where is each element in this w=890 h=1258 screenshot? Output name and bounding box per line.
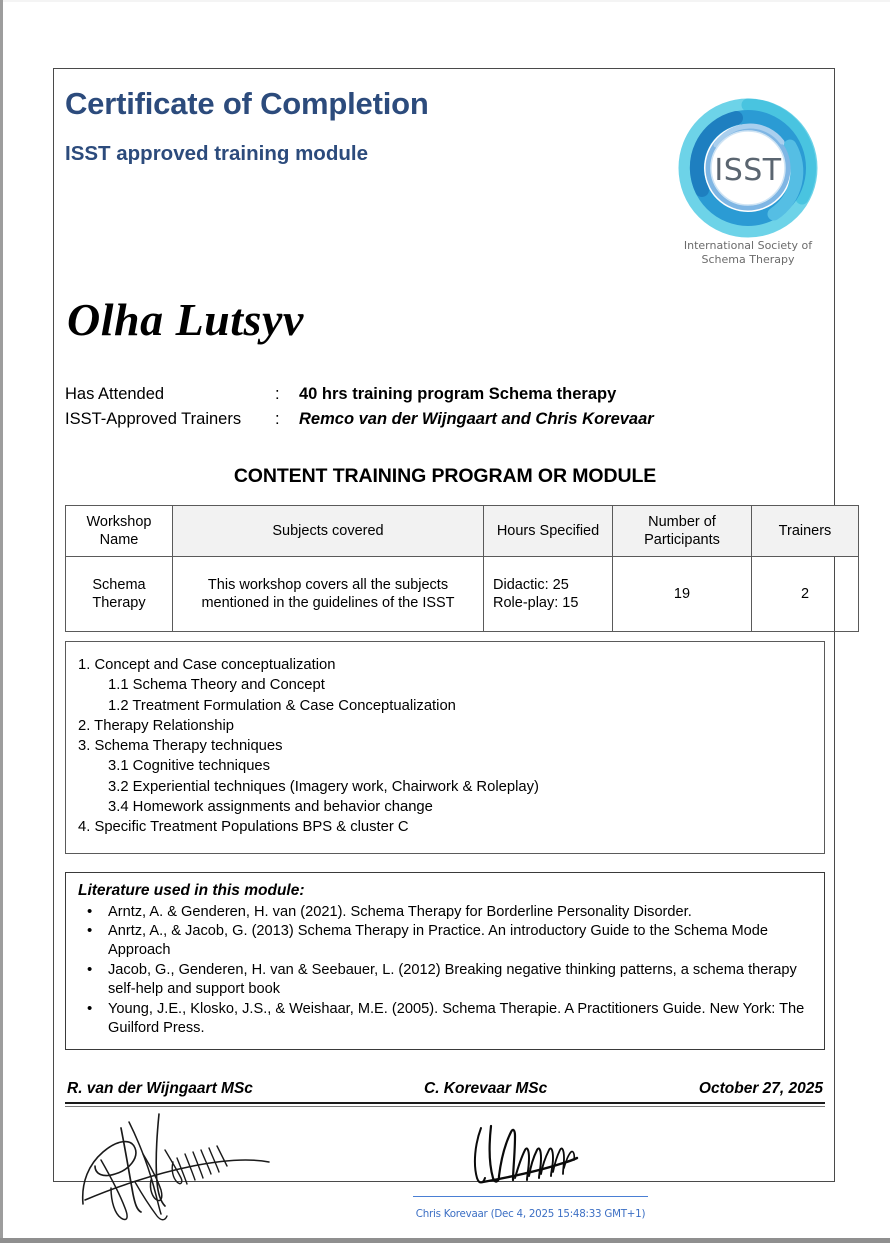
- content-training-table: [65, 505, 859, 632]
- table-row: [66, 557, 859, 632]
- cell-subjects-covered: This workshop covers all the subjects mentioned in the guidelines of the ISST: [173, 557, 484, 632]
- isst-logo-icon: [678, 98, 818, 238]
- page-subtitle: ISST approved training module: [65, 142, 368, 165]
- content-section-heading: CONTENT TRAINING PROGRAM OR MODULE: [233, 465, 657, 487]
- th-hours-specified: Hours Specified: [484, 506, 613, 557]
- recipient-name: Olha Lutsyv: [67, 294, 304, 345]
- table-header-row: [66, 506, 859, 557]
- digital-signature-rule: [413, 1196, 648, 1197]
- digital-signature-caption: Chris Korevaar (Dec 4, 2025 15:48:33 GMT+1): [415, 1207, 646, 1220]
- isst-logo-caption: [668, 239, 828, 266]
- signature-graphics: [65, 1110, 825, 1228]
- detail-value: 40 hrs training program Schema therapy: [299, 385, 617, 403]
- literature-item: • Jacob, G., Genderen, H. van & Seebauer, L. (2012) Breaking negative thinking patterns, a schema therapy self-help and support book: [78, 961, 812, 1000]
- isst-logo-block: [668, 98, 828, 266]
- detail-row-attended: [65, 382, 825, 407]
- detail-row-trainers: [65, 407, 825, 432]
- cell-trainers: 2: [752, 557, 859, 632]
- detail-label: ISST-Approved Trainers: [65, 410, 242, 428]
- curriculum-item: 1. Concept and Case conceptualization: [78, 657, 336, 673]
- cell-hours-didactic: Didactic: 25: [493, 577, 569, 593]
- table-body: [66, 557, 859, 632]
- cell-workshop-name: Schema Therapy: [66, 557, 173, 632]
- detail-label: Has Attended: [65, 385, 165, 403]
- page-edge-top: [0, 0, 890, 2]
- curriculum-item: 3.2 Experiential techniques (Imagery work, Chairwork & Roleplay): [108, 778, 539, 795]
- curriculum-item: 3. Schema Therapy techniques: [78, 738, 283, 755]
- signatory-middle-name: C. Korevaar MSc: [424, 1079, 548, 1097]
- handwritten-signature-korevaar-icon: [465, 1120, 595, 1200]
- logo-caption-line2: Schema Therapy: [701, 252, 795, 266]
- svg-text:ISST: ISST: [714, 153, 782, 188]
- curriculum-item: 2. Therapy Relationship: [78, 717, 235, 734]
- curriculum-item: 1.2 Treatment Formulation & Case Conceptualization: [108, 697, 456, 714]
- handwritten-signature-wijngaart-icon: [73, 1108, 303, 1226]
- logo-caption-line1: International Society of: [683, 239, 813, 252]
- th-number-participants: Number of Participants: [613, 506, 752, 557]
- page-edge-left: [0, 0, 3, 1238]
- certificate-date: October 27, 2025: [698, 1079, 823, 1097]
- signature-divider-rule: [65, 1102, 825, 1104]
- curriculum-item: 3.1 Cognitive techniques: [108, 758, 271, 775]
- signature-names-row: [65, 1080, 825, 1104]
- curriculum-item: 1.1 Schema Theory and Concept: [108, 677, 325, 694]
- detail-colon: :: [275, 385, 280, 403]
- literature-item: • Anrtz, A., & Jacob, G. (2013) Schema Therapy in Practice. An introductory Guide to the Schema Mode Approach: [78, 922, 812, 961]
- page-edge-bottom-fill: [0, 1243, 890, 1258]
- cell-hours-specified: [484, 557, 613, 632]
- curriculum-item: 3.4 Homework assignments and behavior change: [108, 799, 433, 816]
- table-header: [66, 506, 859, 557]
- literature-item: • Arntz, A. & Genderen, H. van (2021). Schema Therapy for Borderline Personality Disorder.: [78, 903, 812, 922]
- certificate-details: [65, 382, 825, 432]
- literature-item: • Young, J.E., Klosko, J.S., & Weishaar, M.E. (2005). Schema Therapie. A Practitioners Guide. New York: The Guilford Press.: [78, 1000, 812, 1039]
- signatory-left-name: R. van der Wijngaart MSc: [67, 1079, 253, 1097]
- detail-value: Remco van der Wijngaart and Chris Korevaar: [299, 410, 654, 428]
- th-subjects-covered: Subjects covered: [173, 506, 484, 557]
- cell-number-participants: 19: [613, 557, 752, 632]
- detail-colon: :: [275, 410, 280, 428]
- certificate-header: [65, 86, 825, 288]
- certificate-content: [65, 79, 832, 1228]
- certificate-border: [53, 68, 835, 1220]
- literature-title: Literature used in this module:: [78, 881, 305, 899]
- literature-box: [65, 872, 825, 1050]
- signature-area: [65, 1080, 825, 1228]
- curriculum-item: 4. Specific Treatment Populations BPS & cluster C: [78, 819, 409, 836]
- th-workshop-name-label: Workshop Name: [86, 514, 152, 548]
- th-trainers: Trainers: [752, 506, 859, 557]
- literature-list: [78, 903, 812, 1039]
- curriculum-box: [65, 641, 825, 854]
- signature-divider-rule-thin: [65, 1106, 825, 1107]
- th-workshop-name: [66, 506, 173, 557]
- cell-hours-roleplay: Role-play: 15: [493, 595, 579, 611]
- page-title: Certificate of Completion: [65, 86, 429, 121]
